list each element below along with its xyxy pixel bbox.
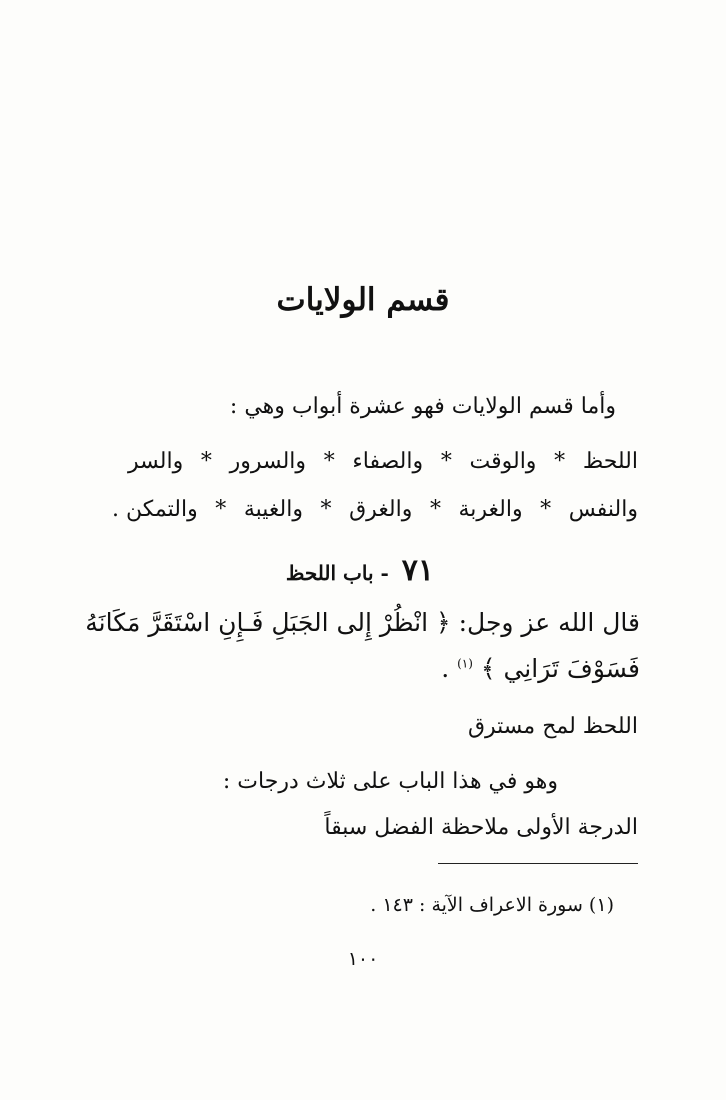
list-item: والغربة bbox=[458, 497, 523, 522]
section-label: - باب اللحظ bbox=[285, 561, 389, 585]
star-separator: * bbox=[200, 449, 212, 474]
list-item: والوقت bbox=[469, 449, 537, 474]
star-separator: * bbox=[429, 497, 441, 522]
quote-text: فَسَوْفَ تَرَانِي ﴾ bbox=[480, 654, 640, 683]
list-item: والغرق bbox=[349, 497, 413, 522]
footnote-divider bbox=[438, 863, 638, 864]
degree-one: الدرجة الأولى ملاحظة الفضل سبقاً bbox=[324, 815, 638, 840]
quran-quote-line-1: قال الله عز وجل: ﴿ انْظُرْ إِلى الجَبَلِ فَـإِنِ اسْتَقَرَّ مَكَانَهُ bbox=[85, 608, 640, 637]
section-number: ٧١ bbox=[401, 553, 434, 588]
list-item: والصفاء bbox=[352, 449, 424, 474]
page-number: ١٠٠ bbox=[347, 948, 379, 970]
star-separator: * bbox=[554, 449, 566, 474]
star-separator: * bbox=[215, 497, 227, 522]
intro-paragraph: وأما قسم الولايات فهو عشرة أبواب وهي : bbox=[229, 394, 616, 419]
quote-period: . bbox=[441, 654, 450, 683]
list-item: والغيبة bbox=[243, 497, 303, 522]
section-heading bbox=[286, 553, 434, 589]
star-separator: * bbox=[440, 449, 452, 474]
list-item: والسر bbox=[128, 449, 184, 474]
quran-quote-line-2 bbox=[441, 654, 640, 684]
definition-line: اللحظ لمح مسترق bbox=[467, 714, 638, 739]
star-separator: * bbox=[320, 497, 332, 522]
list-item: والسرور bbox=[229, 449, 307, 474]
star-separator: * bbox=[540, 497, 552, 522]
list-row-1 bbox=[128, 449, 638, 474]
degrees-intro: وهو في هذا الباب على ثلاث درجات : bbox=[222, 769, 558, 794]
footnote: (١) سورة الاعراف الآية : ١٤٣ . bbox=[370, 894, 614, 916]
list-item: والنفس bbox=[568, 497, 638, 522]
list-row-2 bbox=[112, 497, 638, 522]
list-item: اللحظ bbox=[582, 449, 638, 474]
star-separator: * bbox=[323, 449, 335, 474]
chapter-title: قسم الولايات bbox=[276, 282, 450, 318]
list-item: والتمكن . bbox=[112, 497, 198, 522]
footnote-reference: (١) bbox=[457, 656, 473, 671]
